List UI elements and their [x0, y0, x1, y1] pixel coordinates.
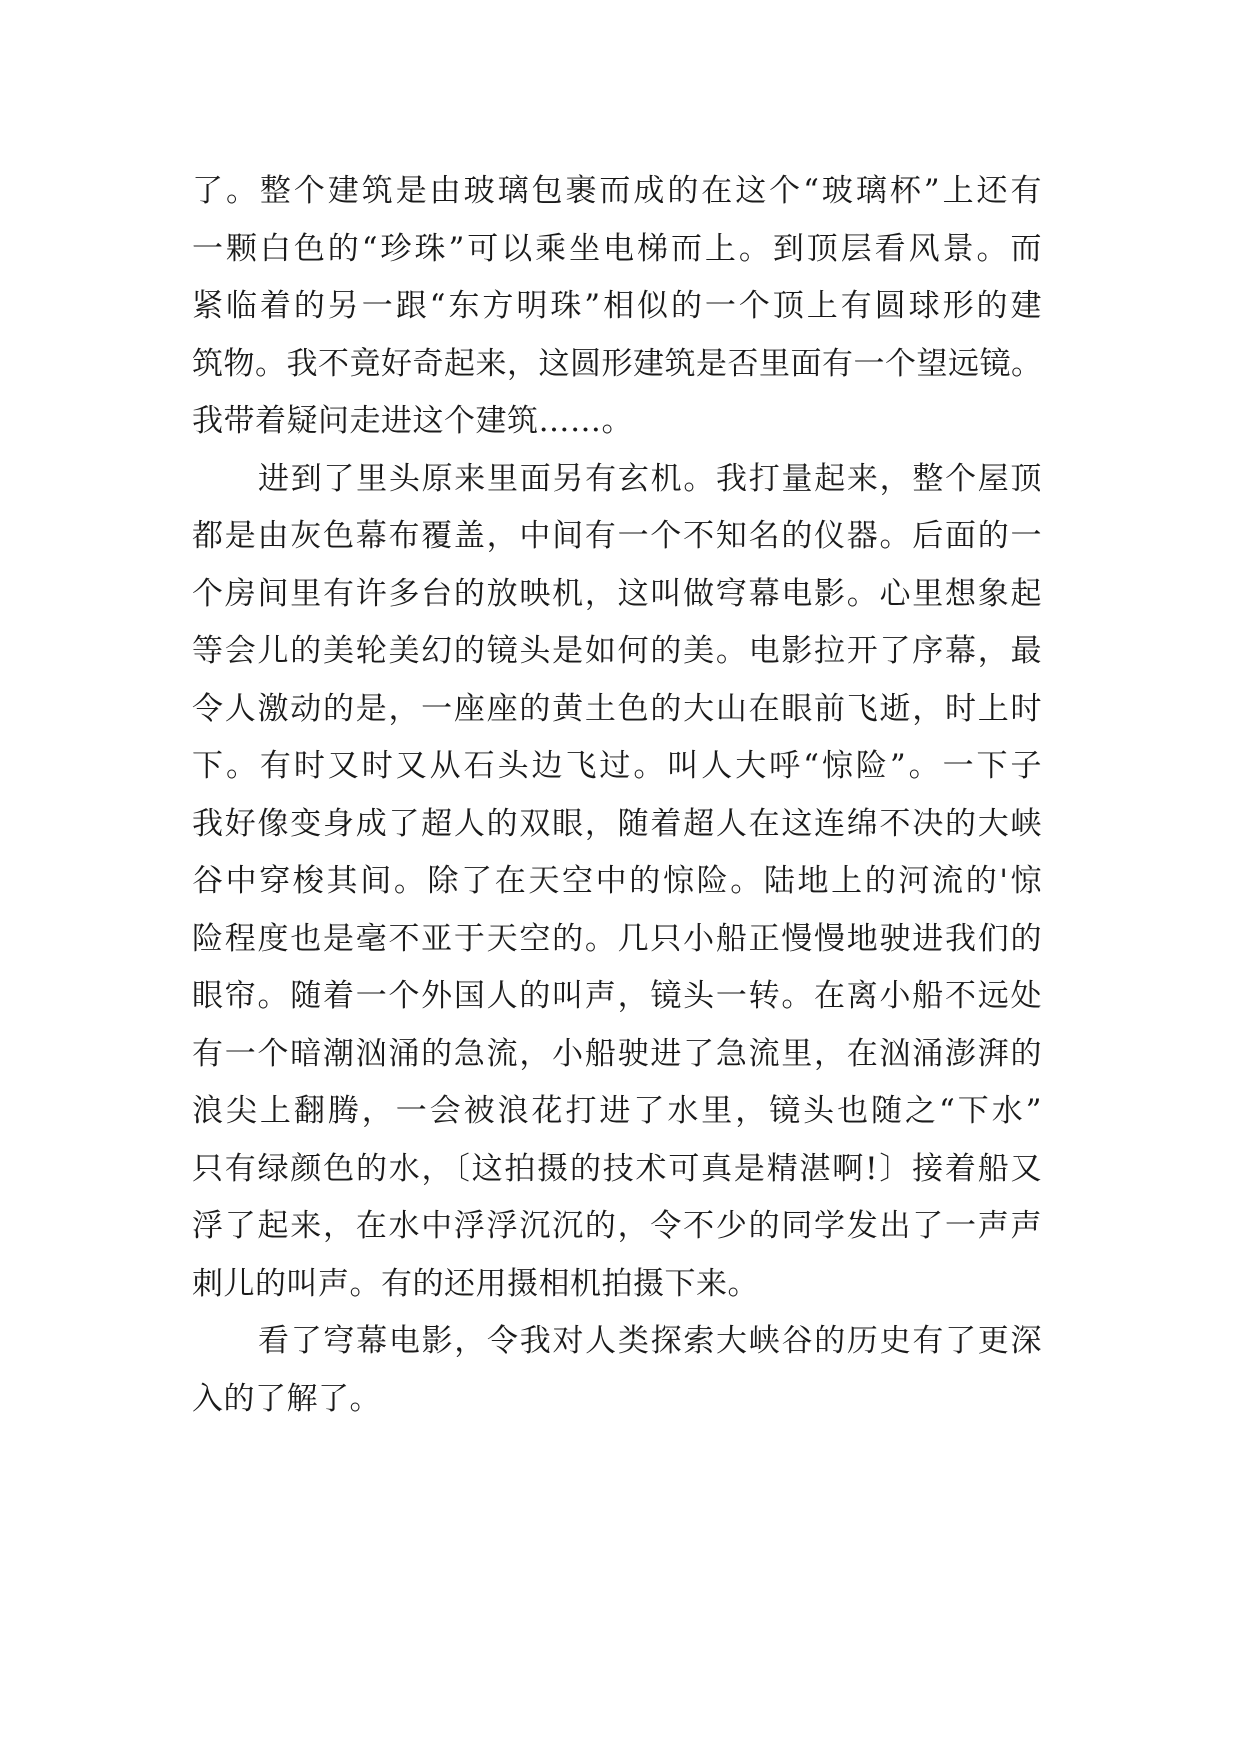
text-line: 眼帘。随着一个外国人的叫声，镜头一转。在离小船不远处: [192, 978, 1042, 1014]
text-line: 看了穹幕电影，令我对人类探索大峡谷的历史有了更深: [258, 1323, 1042, 1359]
text-line: 有一个暗潮汹涌的急流，小船驶进了急流里，在汹涌澎湃的: [192, 1035, 1042, 1072]
text-line: 了。整个建筑是由玻璃包裹而成的在这个“玻璃杯”上还有: [192, 173, 1042, 209]
text-line: 只有绿颜色的水，〔这拍摄的技术可真是精湛啊!〕接着船又: [192, 1150, 1042, 1187]
text-line: 筑物。我不竟好奇起来，这圆形建筑是否里面有一个望远镜。: [192, 345, 1043, 382]
paragraph-2: [192, 451, 1042, 1314]
text-line: 等会儿的美轮美幻的镜头是如何的美。电影拉开了序幕，最: [192, 633, 1042, 669]
paragraph-1: [192, 163, 1042, 451]
text-line: 紧临着的另一跟“东方明珠”相似的一个顶上有圆球形的建: [192, 288, 1042, 324]
text-line: 下。有时又时又从石头边飞过。叫人大呼“惊险”。一下子: [192, 748, 1042, 784]
text-line: 个房间里有许多台的放映机，这叫做穹幕电影。心里想象起: [192, 575, 1042, 612]
article-body: [192, 163, 1042, 1428]
text-line: 令人激动的是，一座座的黄土色的大山在眼前飞逝，时上时: [192, 690, 1042, 727]
text-line: 都是由灰色幕布覆盖，中间有一个不知名的仪器。后面的一: [192, 518, 1042, 554]
text-line: 浮了起来，在水中浮浮沉沉的，令不少的同学发出了一声声: [192, 1208, 1042, 1244]
text-line: 进到了里头原来里面另有玄机。我打量起来，整个屋顶: [258, 460, 1042, 497]
text-line: 刺儿的叫声。有的还用摄相机拍摄下来。: [192, 1265, 759, 1302]
text-line: 谷中穿梭其间。除了在天空中的惊险。陆地上的河流的'惊: [192, 863, 1042, 899]
text-line: 险程度也是毫不亚于天空的。几只小船正慢慢地驶进我们的: [192, 920, 1042, 957]
text-line: 一颗白色的“珍珠”可以乘坐电梯而上。到顶层看风景。而: [192, 230, 1042, 267]
text-line: 我带着疑问走进这个建筑……。: [192, 403, 633, 439]
paragraph-3: [192, 1313, 1042, 1428]
text-line: 我好像变身成了超人的双眼，随着超人在这连绵不决的大峡: [192, 805, 1042, 842]
text-line: 入的了解了。: [192, 1380, 381, 1417]
text-line: 浪尖上翻腾，一会被浪花打进了水里，镜头也随之“下水”: [192, 1093, 1042, 1129]
